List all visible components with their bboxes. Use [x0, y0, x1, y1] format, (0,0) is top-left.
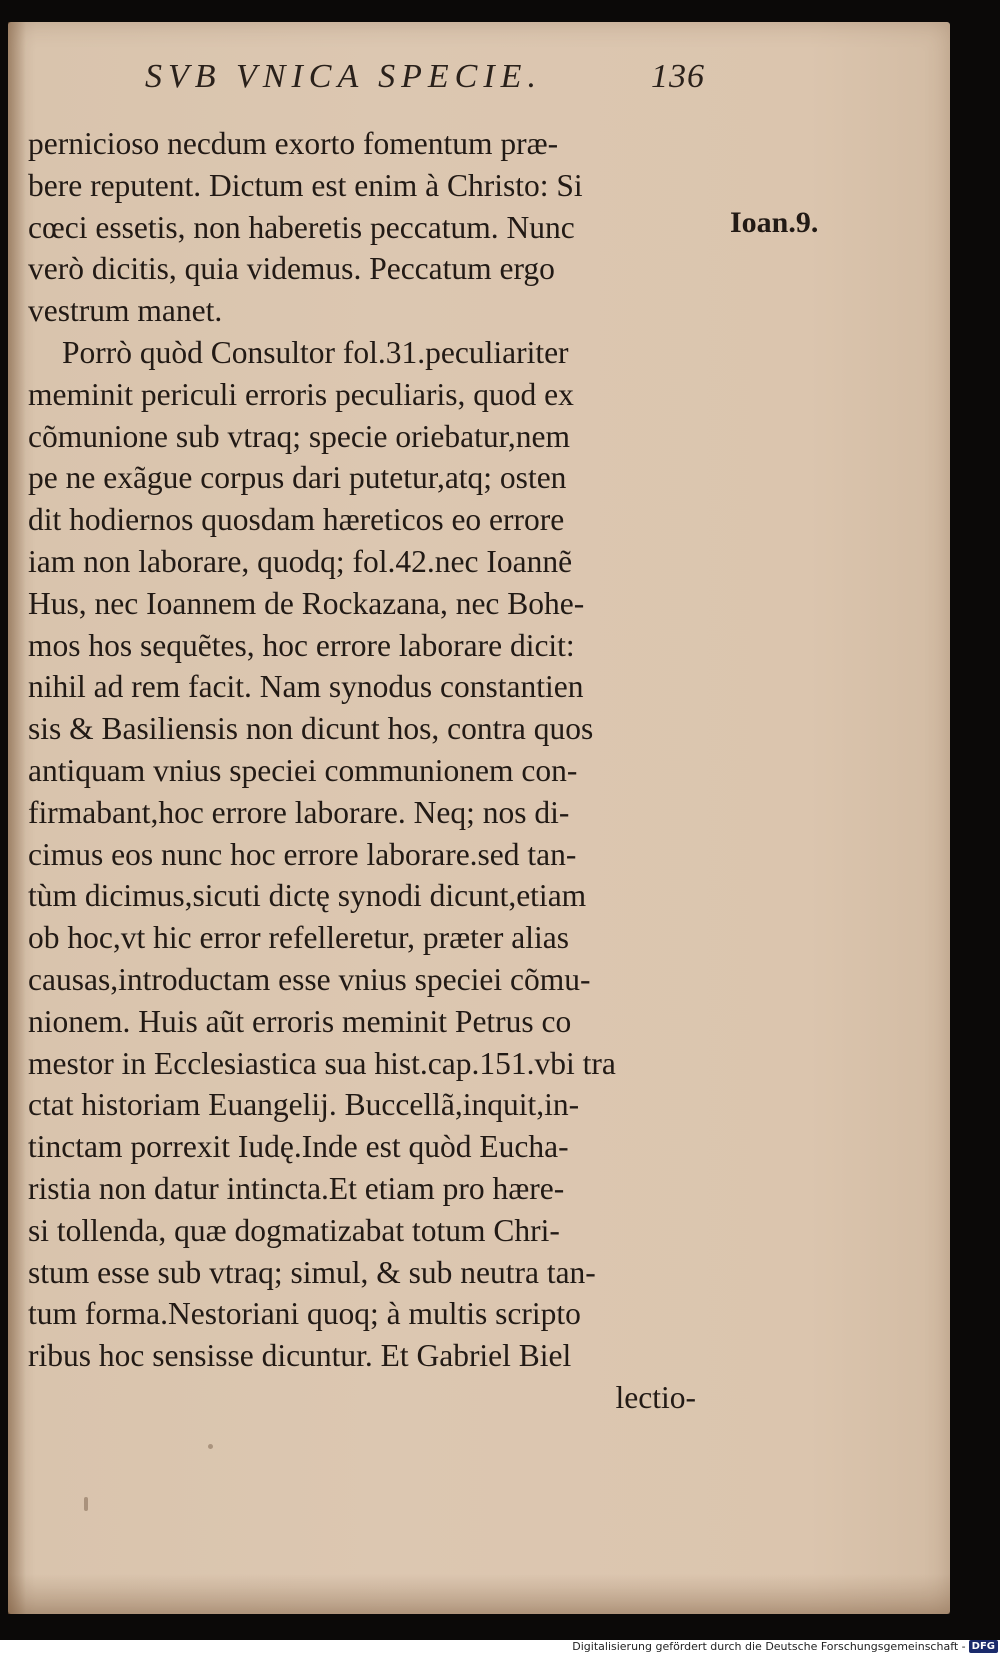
text-line: tùm dicimus,sicuti dictę synodi dicunt,etiam — [28, 878, 587, 914]
text-line: cõmunione sub vtraq; specie oriebatur,nem — [28, 418, 570, 454]
text-line: Porrò quòd Consultor fol.31.peculiariter — [62, 334, 569, 370]
text-line: mestor in Ecclesiastica sua hist.cap.151.vbi tra — [28, 1045, 616, 1081]
body-text — [28, 123, 718, 1419]
page-number: 136 — [651, 58, 705, 95]
text-line: tinctam porrexit Iudę.Inde est quòd Eucha- — [28, 1129, 569, 1165]
text-line: bere reputent. Dictum est enim à Christo: Si — [28, 167, 583, 203]
text-line: pernicioso necdum exorto fomentum præ- — [28, 126, 559, 161]
text-line: meminit periculi erroris peculiaris, quod ex — [28, 376, 574, 412]
catchword: lectio- — [615, 1379, 696, 1415]
text-line: causas,introductam esse vnius speciei cõmu- — [28, 961, 591, 997]
text-line: ristia non datur intincta.Et etiam pro hære- — [28, 1170, 565, 1206]
page-shadow-bottom — [8, 1574, 950, 1614]
marginal-note: Ioan.9. — [730, 206, 819, 239]
text-line: pe ne exãgue corpus dari putetur,atq; osten — [28, 460, 567, 496]
text-line: stum esse sub vtraq; simul, & sub neutra tan- — [28, 1254, 596, 1290]
text-line: si tollenda, quæ dogmatizabat totum Chri- — [28, 1212, 560, 1248]
running-head — [145, 58, 705, 118]
text-line: verò dicitis, quia videmus. Peccatum ergo — [28, 251, 555, 287]
text-line: mos hos sequẽtes, hoc errore laborare dicit: — [28, 627, 575, 663]
page-shadow-left — [8, 22, 26, 1614]
text-line: ribus hoc sensisse dicuntur. Et Gabriel Biel — [28, 1338, 572, 1374]
text-line: firmabant,hoc errore laborare. Neq; nos di- — [28, 794, 570, 830]
text-line: sis & Basiliensis non dicunt hos, contra quos — [28, 711, 594, 747]
text-line: ob hoc,vt hic error refelleretur, præter alias — [28, 920, 569, 956]
text-line: antiquam vnius speciei communionem con- — [28, 752, 578, 788]
text-line: iam non laborare, quodq; fol.42.nec Ioannẽ — [28, 543, 573, 579]
running-head-title: SVB VNICA SPECIE. — [145, 58, 542, 95]
footer-credit-text: Digitalisierung gefördert durch die Deutsche Forschungsgemeinschaft - — [572, 1639, 966, 1653]
text-line: cœci essetis, non haberetis peccatum. Nunc — [28, 209, 575, 245]
text-line: tum forma.Nestoriani quoq; à multis scripto — [28, 1296, 581, 1332]
text-line: Hus, nec Ioannem de Rockazana, nec Bohe- — [28, 585, 585, 621]
footer-credit — [572, 1638, 998, 1654]
text-line: nihil ad rem facit. Nam synodus constantien — [28, 669, 584, 705]
text-line: dit hodiernos quosdam hæreticos eo errore — [28, 502, 565, 538]
paper-spot — [208, 1444, 213, 1449]
paper-spot — [84, 1497, 88, 1511]
text-line: nionem. Huis aũt erroris meminit Petrus co — [28, 1003, 572, 1039]
text-line: vestrum manet. — [28, 293, 223, 329]
text-line: cimus eos nunc hoc errore laborare.sed tan- — [28, 836, 577, 872]
dfg-logo-icon: DFG — [969, 1640, 998, 1653]
text-line: ctat historiam Euangelij. Buccellã,inquit,in- — [28, 1087, 580, 1123]
